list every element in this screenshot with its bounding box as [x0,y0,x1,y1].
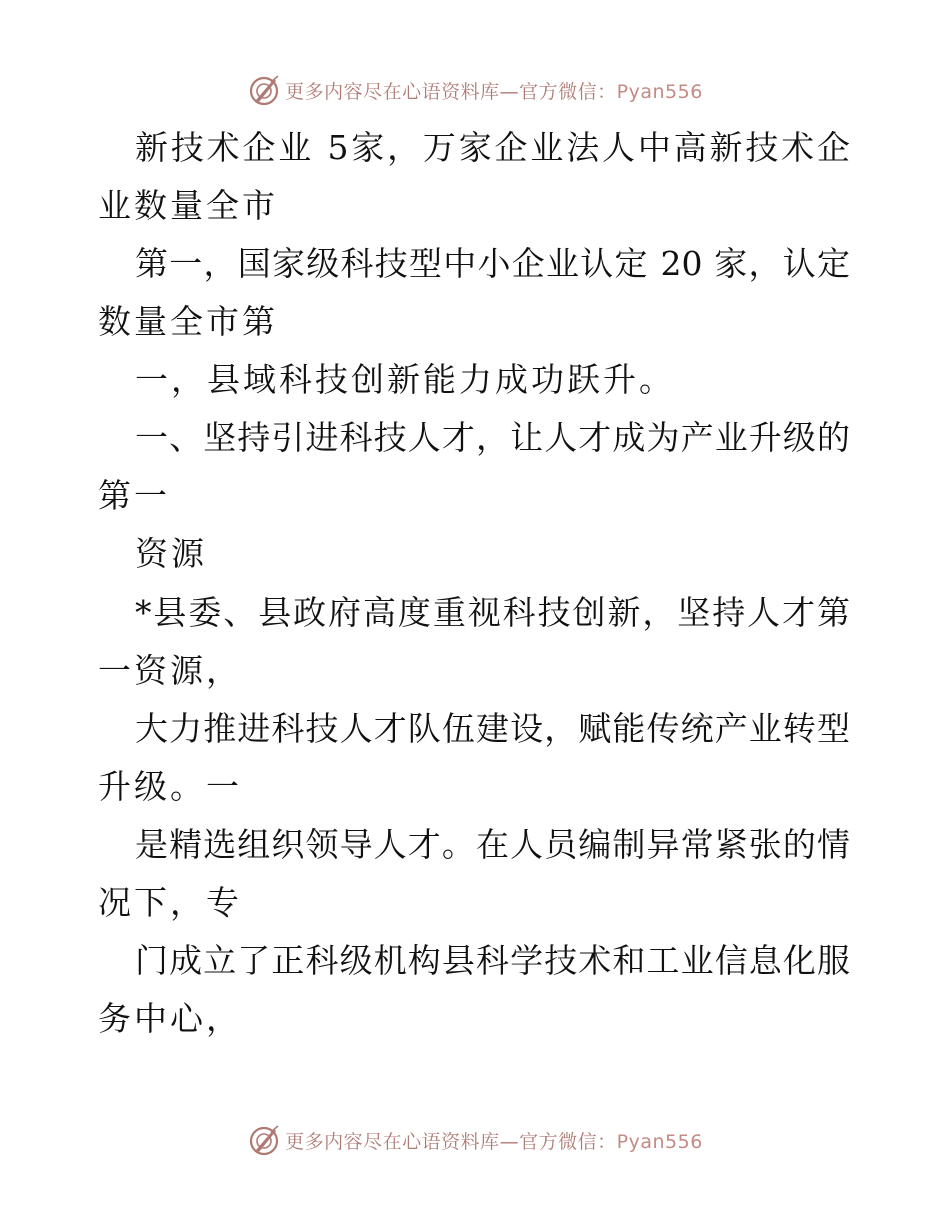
text-line-7: 第一 [98,476,170,515]
text-line-9: *县委、县政府高度重视科技创新，坚持人才第 [135,593,850,632]
text-line-14: 况下，专 [98,883,242,922]
watermark-text: 更多内容尽在心语资料库—官方微信：Pyan556 [285,1130,703,1153]
text-line-8: 资源 [135,534,207,573]
text-line-12: 升级。一 [98,767,242,806]
footer-watermark [0,1120,950,1160]
watermark-account: Pyan556 [616,80,703,103]
text-line-6: 一、坚持引进科技人才，让人才成为产业升级的 [135,418,850,457]
text-line-10: 一资源， [98,651,242,690]
quill-seal-icon [247,1123,281,1157]
text-line-1: 新技术企业 5家，万家企业法人中高新技术企 [135,128,850,167]
text-line-13: 是精选组织领导人才。在人员编制异常紧张的情 [135,825,850,864]
text-line-11: 大力推进科技人才队伍建设，赋能传统产业转型 [135,709,850,748]
text-line-2: 业数量全市 [98,186,278,225]
header-watermark [0,70,950,110]
text-line-16: 务中心， [98,999,242,1038]
text-line-15: 门成立了正科级机构县科学技术和工业信息化服 [135,941,850,980]
watermark-account: Pyan556 [616,1130,703,1153]
text-line-4: 数量全市第 [98,302,278,341]
text-line-5: 一，县域科技创新能力成功跃升。 [135,360,675,399]
quill-seal-icon [247,73,281,107]
watermark-text: 更多内容尽在心语资料库—官方微信：Pyan556 [285,80,703,103]
text-line-3: 第一，国家级科技型中小企业认定 20 家，认定 [135,244,850,283]
